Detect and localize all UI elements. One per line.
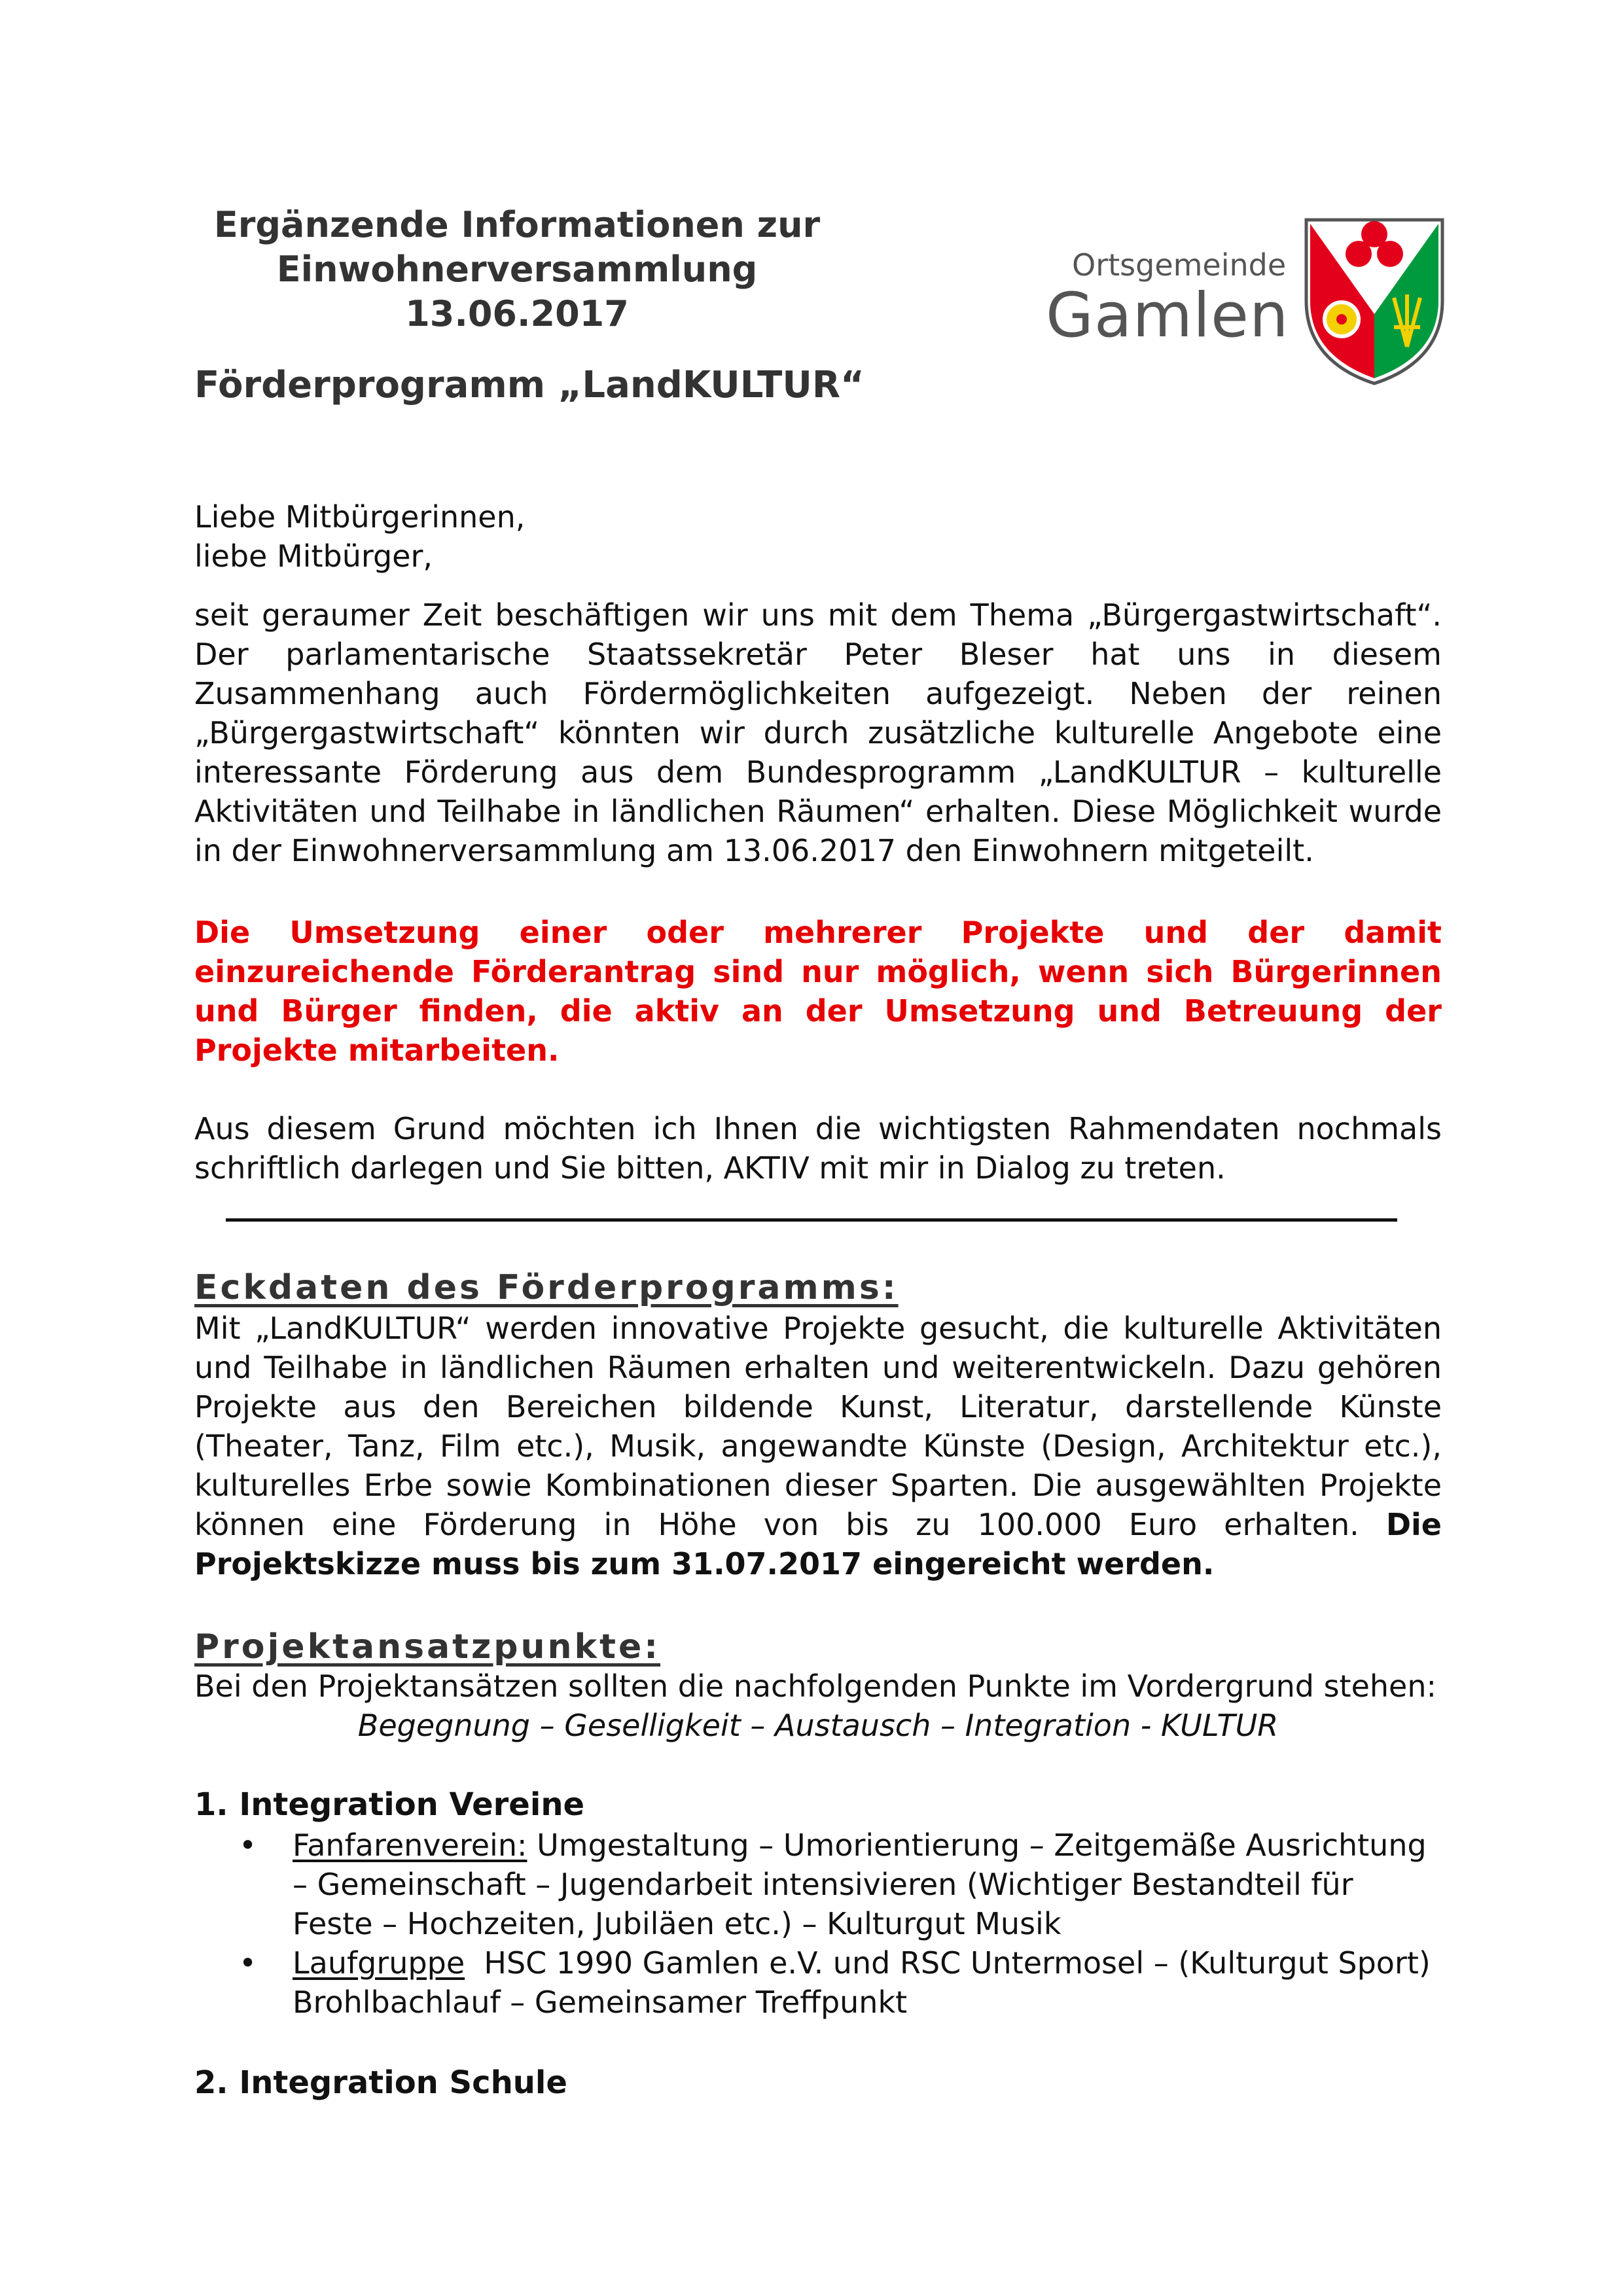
eckdaten-heading: Eckdaten des Förderprogramms: <box>194 1268 899 1307</box>
bullet-label-fanfarenverein: Fanfarenverein: <box>293 1828 527 1863</box>
greeting <box>194 497 525 576</box>
logo-text-ortsgemeinde: Ortsgemeinde <box>1072 247 1287 283</box>
ansatz-heading: Projektansatzpunkte: <box>194 1627 661 1667</box>
ansatz-keywords: Begegnung – Geselligkeit – Austausch – Integration - KULTUR <box>357 1708 1279 1743</box>
greeting-line-1: Liebe Mitbürgerinnen, <box>194 499 526 535</box>
bullet-icon: • <box>239 1945 257 1981</box>
closing-paragraph: Aus diesem Grund möchten ich Ihnen die wichtigsten Rahmendaten nochmals schriftlich darlegen und Sie bitten, AKTIV mit mir in Dialog zu treten. <box>194 1111 1442 1186</box>
bullet-text: HSC 1990 Gamlen e.V. und RSC Untermosel – (Kulturgut Sport) Brohlbachlauf – Gemeinsamer Treffpunkt <box>293 1945 1440 2020</box>
integration-schule-heading: 2. Integration Schule <box>194 2064 567 2101</box>
eckdaten-text: Mit „LandKULTUR“ werden innovative Projekte gesucht, die kulturelle Aktivitäten und Teilhabe in ländlichen Räumen erhalten und weiterentwickeln. Dazu gehören Projekte aus den Bereichen bildende Kunst, Literatur, darstellende Künste (Theater, Tanz, Film etc.), Musik, angewandte Künste (Design, Architektur etc.), kulturelles Erbe sowie Kombinationen dieser Sparten. Die ausgewählten Projekte können eine Förderung in Höhe von bis zu 100.000 Euro erhalten. <box>194 1311 1442 1542</box>
bullet-text: Umgestaltung – Umorientierung – Zeitgemäße Ausrichtung – Gemeinschaft – Jugendarbeit intensivieren (Wichtiger Bestandteil für Feste – Hochzeiten, Jubiläen etc.) – Kulturgut Musik <box>293 1828 1427 1941</box>
document-title <box>190 203 844 336</box>
greeting-line-2: liebe Mitbürger, <box>194 539 433 574</box>
title-line-2: Einwohnerversammlung <box>276 249 758 290</box>
highlight-paragraph: Die Umsetzung einer oder mehrerer Projekte und der damit einzureichende Förderantrag sind nur möglich, wenn sich Bürgerinnen und Bürger finden, die aktiv an der Umsetzung und Betreuung der Projekte mitarbeiten. <box>194 915 1442 1068</box>
eckdaten-deadline: Die Projektskizze muss bis zum 31.07.2017 eingereicht werden. <box>194 1507 1442 1581</box>
intro-paragraph: seit geraumer Zeit beschäftigen wir uns mit dem Thema „Bürgergastwirtschaft“. Der parlamentarische Staatssekretär Peter Bleser hat uns in diesem Zusammenhang auch Fördermöglichkeiten aufgezeigt. Neben der reinen „Bürgergastwirtschaft“ könnten wir durch zusätzliche kulturelle Angebote eine interessante Förderung aus dem Bundesprogramm „LandKULTUR – kulturelle Aktivitäten und Teilhabe in ländlichen Räumen“ erhalten. Diese Möglichkeit wurde in der Einwohnerversammlung am 13.06.2017 den Einwohnern mitgeteilt. <box>194 597 1442 868</box>
gamlen-coat-of-arms-icon <box>1302 216 1446 390</box>
bullet-label-laufgruppe: Laufgruppe <box>293 1945 465 1981</box>
integration-vereine-heading: 1. Integration Vereine <box>194 1786 585 1823</box>
eckdaten-paragraph <box>194 1309 1442 1583</box>
list-item <box>239 1943 1442 2022</box>
ansatz-intro: Bei den Projektansätzen sollten die nachfolgenden Punkte im Vordergrund stehen: <box>194 1669 1436 1704</box>
title-line-1: Ergänzende Informationen zur <box>213 204 821 245</box>
list-item <box>239 1826 1442 1943</box>
title-line-3-date: 13.06.2017 <box>405 293 629 334</box>
bullet-icon: • <box>239 1828 257 1863</box>
program-title: Förderprogramm „LandKULTUR“ <box>194 364 865 406</box>
section-divider <box>226 1218 1397 1222</box>
logo-text-gamlen: Gamlen <box>1046 280 1289 351</box>
